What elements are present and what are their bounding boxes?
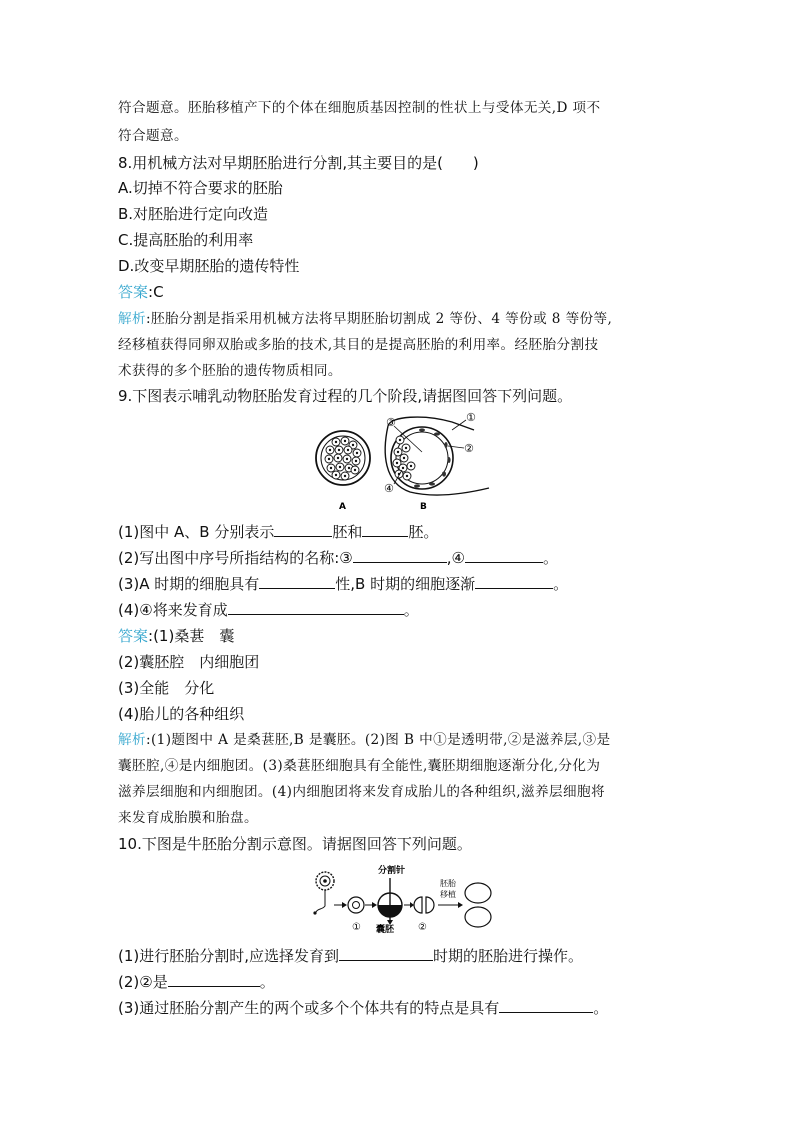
needle-label: 分割针 (378, 866, 406, 876)
question-9-part-2 (118, 548, 558, 568)
transplant-label-2: 移植 (440, 890, 456, 899)
answer-8 (118, 282, 164, 302)
explanation-text: :胚胎分割是指采用机械方法将早期胚胎切割成 2 等份、4 等份或 8 等份等, (146, 311, 613, 327)
text: 性,B 时期的细胞逐渐 (335, 575, 476, 593)
explanation-line: 囊胚腔,④是内细胞团。(3)桑葚胚细胞具有全能性,囊胚期细胞逐渐分化,分化为 (118, 758, 601, 774)
text: (1)图中 A、B 分别表示 (118, 523, 275, 541)
stage-2-label: ② (418, 922, 427, 933)
question-10: 10.下图是牛胚胎分割示意图。请据图回答下列问题。 (118, 835, 472, 853)
text: (2)写出图中序号所指结构的名称:③ (118, 549, 353, 567)
explanation-line: 滋养层细胞和内细胞团。(4)内细胞团将来发育成胎儿的各种组织,滋养层细胞将 (118, 784, 605, 800)
blank (228, 600, 404, 615)
paragraph-line: 符合题意。胚胎移植产下的个体在细胞质基因控制的性状上与受体无关,D 项不 (118, 100, 601, 116)
answer-value: :(1)桑葚 囊 (148, 627, 235, 645)
question-9-part-1 (118, 522, 438, 542)
question-9-part-4 (118, 600, 419, 620)
blastocyst-label: 囊胚 (376, 925, 395, 935)
text: ,④ (446, 549, 465, 567)
question-8: 8.用机械方法对早期胚胎进行分割,其主要目的是( ) (118, 154, 479, 172)
option-d: D.改变早期胚胎的遗传特性 (118, 257, 300, 275)
text: 胚和 (332, 523, 363, 541)
explanation-line: 经移植获得同卵双胎或多胎的技术,其目的是提高胚胎的利用率。经胚胎分割技 (118, 337, 599, 353)
question-10-part-3 (118, 998, 608, 1018)
label-a: A (339, 502, 346, 512)
answer-value: :C (148, 283, 164, 301)
blank (499, 998, 593, 1013)
label-3: ③ (386, 416, 396, 429)
answer-label: 答案 (118, 283, 149, 301)
label-1: ① (466, 411, 476, 424)
blank (274, 522, 332, 537)
text: 胚。 (408, 523, 439, 541)
paragraph-line: 符合题意。 (118, 128, 188, 144)
embryo-stages-figure (314, 408, 504, 512)
blank (465, 548, 543, 563)
text: 。 (553, 575, 569, 593)
transplant-label-1: 胚胎 (440, 879, 456, 888)
answer-9 (118, 626, 234, 646)
explanation-text: :(1)题图中 A 是桑葚胚,B 是囊胚。(2)图 B 中①是透明带,②是滋养层,③是 (146, 732, 611, 748)
answer-label: 答案 (118, 627, 149, 645)
text: (4)④将来发育成 (118, 601, 228, 619)
explanation-8 (118, 309, 612, 329)
explanation-label: 解析 (118, 732, 146, 748)
blank (168, 972, 260, 987)
answer-line: (3)全能 分化 (118, 679, 215, 697)
text: 。 (403, 601, 419, 619)
blank (259, 574, 335, 589)
explanation-label: 解析 (118, 311, 146, 327)
blank (362, 522, 408, 537)
text: 时期的胚胎进行操作。 (433, 947, 584, 965)
question-10-part-1 (118, 946, 583, 966)
label-b: B (420, 502, 427, 512)
text: 。 (593, 999, 609, 1017)
question-10-part-2 (118, 972, 275, 992)
option-a: A.切掉不符合要求的胚胎 (118, 179, 283, 197)
option-b: B.对胚胎进行定向改造 (118, 205, 269, 223)
label-4: ④ (384, 482, 394, 495)
text: 。 (259, 973, 275, 991)
embryo-splitting-figure (310, 858, 506, 936)
explanation-line: 来发育成胎膜和胎盘。 (118, 810, 258, 826)
label-2: ② (464, 442, 474, 455)
answer-line: (4)胎儿的各种组织 (118, 705, 245, 723)
blank (339, 946, 433, 961)
text: (1)进行胚胎分割时,应选择发育到 (118, 947, 340, 965)
blank (353, 548, 447, 563)
stage-1-label: ① (352, 922, 361, 933)
question-9: 9.下图表示哺乳动物胚胎发育过程的几个阶段,请据图回答下列问题。 (118, 387, 573, 405)
text: (3)通过胚胎分割产生的两个或多个个体共有的特点是具有 (118, 999, 500, 1017)
explanation-line: 术获得的多个胚胎的遗传物质相同。 (118, 363, 342, 379)
blank (475, 574, 553, 589)
text: 。 (542, 549, 558, 567)
question-9-part-3 (118, 574, 568, 594)
text: (3)A 时期的细胞具有 (118, 575, 260, 593)
text: (2)②是 (118, 973, 168, 991)
option-c: C.提高胚胎的利用率 (118, 231, 254, 249)
explanation-9 (118, 730, 611, 750)
answer-line: (2)囊胚腔 内细胞团 (118, 653, 260, 671)
